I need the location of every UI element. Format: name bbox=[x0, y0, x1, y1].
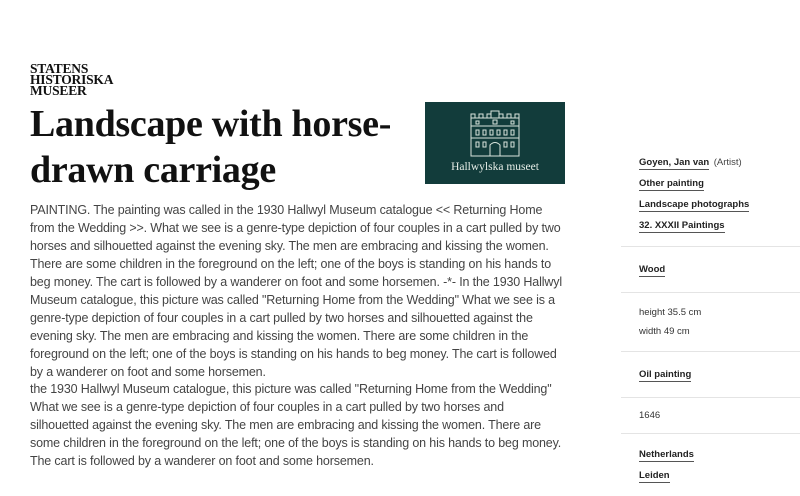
country-link[interactable]: Netherlands bbox=[639, 449, 694, 460]
technique-link[interactable]: Oil painting bbox=[639, 369, 692, 380]
dimensions-group bbox=[621, 293, 800, 352]
metadata-sidebar bbox=[621, 142, 800, 496]
material-link[interactable]: Wood bbox=[639, 264, 666, 275]
logo-line-3: MUSEER bbox=[30, 83, 87, 98]
category-link-paintings[interactable]: 32. XXXII Paintings bbox=[639, 220, 725, 231]
city-link[interactable]: Leiden bbox=[639, 470, 670, 481]
technique-group bbox=[621, 352, 800, 398]
artist-link[interactable]: Goyen, Jan van bbox=[639, 157, 710, 168]
museum-name: Hallwylska museet bbox=[451, 161, 539, 173]
category-link-other-painting[interactable]: Other painting bbox=[639, 178, 704, 189]
page-title: Landscape with horse-drawn carriage bbox=[30, 103, 392, 191]
description-text-overflow: the 1930 Hallwyl Museum catalogue, this picture was called "Returning Home from the Wedding" What we see is a genre-type depiction of four couples in a cart pulled by two horses and silhouetted against the evening sky. The men are embracing and kissing the women. There are some children in the foreground on the left; one of the boys is standing on his hands to beg money. The cart is followed by a wanderer on foot and some horsemen. bbox=[30, 382, 562, 468]
description-text: PAINTING. The painting was called in the 1930 Hallwyl Museum catalogue << Returning Home from the Wedding >>. What we see is a genre-type depiction of four couples in a cart pulled by two horses and silhouetted against the evening sky. The men are embracing and kissing the women. There are some children in the foreground on the left; one of the boys is standing on his hands to beg money. The cart is followed by a wanderer on foot and some horsemen. -*- In the 1930 Hallwyl Museum catalogue, this picture was called "Returning Home from the Wedding" What we see is a genre-type depiction of four couples in a cart pulled by two horses and silhouetted against the evening sky. The men are embracing and kissing the women. There are some children in the foreground on the left; one of the boys is standing on his hands to beg money. The cart is followed by a wanderer on foot and some horsemen. bbox=[30, 203, 562, 379]
year-value: 1646 bbox=[639, 410, 661, 421]
artist-role: (Artist) bbox=[713, 157, 742, 168]
category-link-landscape-photographs[interactable]: Landscape photographs bbox=[639, 199, 750, 210]
castle-icon bbox=[469, 110, 521, 158]
artist-group bbox=[621, 142, 800, 247]
museum-badge[interactable] bbox=[425, 102, 565, 184]
height-value: height 35.5 cm bbox=[639, 307, 702, 318]
material-group bbox=[621, 247, 800, 293]
shm-logo[interactable] bbox=[30, 63, 150, 96]
logo-line-1: STATENS bbox=[30, 61, 89, 76]
width-value: width 49 cm bbox=[639, 326, 690, 337]
logo-line-2: HISTORISKA bbox=[30, 72, 114, 87]
place-group bbox=[621, 434, 800, 496]
year-group bbox=[621, 398, 800, 434]
